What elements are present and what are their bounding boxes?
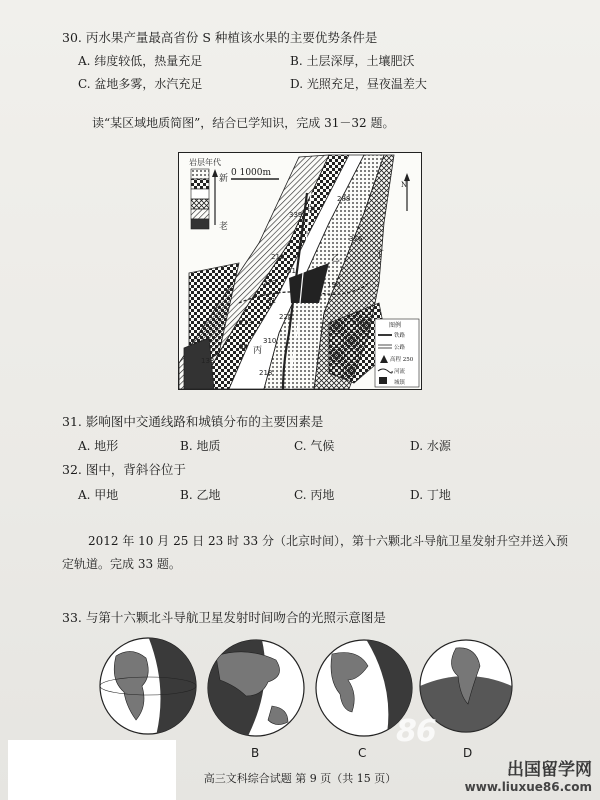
globe-label-c: C (358, 746, 367, 760)
watermark-url: www.liuxue86.com (464, 780, 592, 794)
watermark (465, 755, 592, 794)
elevation-label: 224 (279, 313, 293, 321)
intro-31-32: 读“某区域地质简图”，结合已学知识，完成 31－32 题。 (92, 116, 395, 130)
q32-option-a: A. 甲地 (78, 488, 119, 502)
q31-option-d: D. 水源 (410, 439, 451, 453)
legend-river: 河流 (394, 369, 406, 375)
q30-stem: 30. 丙水果产量最高省份 S 种植该水果的主要优势条件是 (62, 30, 378, 45)
q31-option-b: B. 地质 (180, 439, 221, 453)
elevation-label: 190 (327, 281, 341, 289)
q31-option-c: C. 气候 (294, 439, 335, 453)
legend-railway: 铁路 (394, 333, 406, 339)
scale-label: 0 1000m (231, 168, 272, 178)
globe-label-d: D (463, 746, 473, 760)
q30-option-a: A. 纬度较低，热量充足 (78, 54, 203, 68)
strata-new-label: 新 (219, 174, 229, 184)
q31-option-a: A. 地形 (78, 439, 119, 453)
legend-town: 城镇 (394, 380, 406, 386)
elevation-label: 310 (263, 337, 277, 345)
elevation-label: 133 (201, 357, 215, 365)
elevation-label: 233 (239, 319, 253, 327)
watermark-brand: 出国留学网 (507, 760, 592, 780)
globes-figure (96, 636, 516, 746)
page-footer: 高三文科综合试题 第 9 页（共 15 页） (203, 772, 397, 785)
elevation-label: 81 (267, 297, 276, 305)
strata-title: 岩层年代 (189, 158, 221, 167)
elevation-label: 279 (263, 279, 277, 287)
map-legend (375, 319, 419, 387)
elevation-label: 59 (319, 265, 328, 273)
elevation-label: 339 (289, 211, 303, 219)
elevation-label: 218 (259, 369, 273, 377)
geology-map-svg (179, 153, 421, 389)
q32-stem: 32. 图中，背斜谷位于 (62, 462, 186, 477)
q32-option-d: D. 丁地 (410, 488, 451, 502)
elevation-label: 61 (287, 267, 296, 275)
legend-title: 图例 (389, 322, 402, 329)
globe-a (100, 636, 196, 736)
q31-stem: 31. 影响图中交通线路和城镇分布的主要因素是 (62, 414, 324, 429)
place-ding: 丁 (375, 250, 385, 260)
place-yi: 乙 (331, 254, 341, 264)
intro-33-line2: 定轨道。完成 33 题。 (62, 557, 181, 571)
intro-33-line1: 2012 年 10 月 25 日 23 时 33 分（北京时间），第十六颗北斗导航卫星发射升空并送入预 (88, 534, 568, 548)
elevation-label: 288 (337, 195, 351, 203)
place-jia: 甲 (307, 206, 317, 216)
place-bing: 丙 (253, 346, 263, 356)
q33-stem: 33. 与第十六颗北斗导航卫星发射时间吻合的光照示意图是 (62, 610, 386, 625)
q30-option-c: C. 盆地多雾，水汽充足 (78, 77, 203, 91)
q30-option-b: B. 土层深厚，土壤肥沃 (290, 54, 415, 68)
elevation-label: 356 (349, 235, 363, 243)
legend-elevation: 高程 250 (390, 357, 414, 363)
q30-option-d: D. 光照充足，昼夜温差大 (290, 77, 427, 91)
elevation-label: 216 (271, 253, 285, 261)
q32-option-b: B. 乙地 (180, 488, 221, 502)
globe-b (208, 636, 304, 740)
north-label: N (401, 181, 408, 189)
q32-option-c: C. 丙地 (294, 488, 335, 502)
geology-map (178, 152, 422, 390)
elevation-label: 98 (239, 343, 248, 351)
globe-label-b: B (251, 746, 260, 760)
elevation-label: 319 (351, 319, 365, 327)
watermark-logo: 86 (396, 714, 436, 749)
strata-column (191, 169, 218, 229)
strata-old-label: 老 (219, 222, 229, 232)
legend-road: 公路 (394, 345, 406, 351)
